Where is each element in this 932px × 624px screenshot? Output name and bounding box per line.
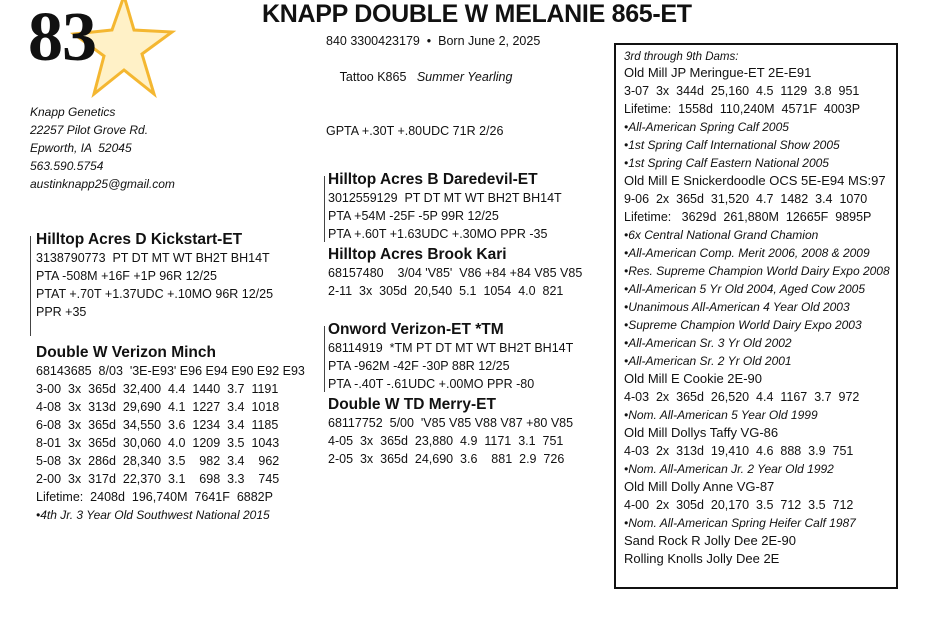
- sires-sire-line: 3012559129 PT DT MT WT BH2T BH14T: [328, 191, 562, 205]
- sire-line: PTAT +.70T +1.37UDC +.10MO 96R 12/25: [36, 287, 274, 301]
- dam-4-note: •Res. Supreme Champion World Dairy Expo 2008: [624, 264, 890, 278]
- dam-7-note: •Nom. All-American Spring Heifer Calf 1987: [624, 516, 856, 530]
- dam-4-note: •All-American 5 Yr Old 2004, Aged Cow 2005: [624, 282, 865, 296]
- dam-record: 4-08 3x 313d 29,690 4.1 1227 3.4 1018: [36, 400, 280, 414]
- sire-line: PTA -508M +16F +1P 96R 12/25: [36, 269, 217, 283]
- dam-lifetime: Lifetime: 2408d 196,740M 7641F 6882P: [36, 490, 273, 504]
- dam-4-lifetime: Lifetime: 3629d 261,880M 12665F 9895P: [624, 210, 872, 224]
- dams-dam-block: [328, 395, 573, 468]
- dams-sire-line: 68114919 *TM PT DT MT WT BH2T BH14T: [328, 341, 574, 355]
- consignor-email[interactable]: austinknapp25@gmail.com: [30, 177, 175, 191]
- pedigree-bracket: [324, 176, 325, 242]
- sires-dam-line: 68157480 3/04 'V85' V86 +84 +84 V85 V85: [328, 266, 583, 280]
- consignor-address: 22257 Pilot Grove Rd.: [30, 123, 149, 137]
- dam-record: 3-00 3x 365d 32,400 4.4 1440 3.7 1191: [36, 382, 279, 396]
- dam-6-record: 4-03 2x 313d 19,410 4.6 888 3.9 751: [624, 444, 854, 458]
- animal-info: [326, 32, 540, 140]
- dam-3-note: •1st Spring Calf International Show 2005: [624, 138, 840, 152]
- sires-sire-line: PTA +54M -25F -5P 99R 12/25: [328, 209, 499, 223]
- dam-4-note: •All-American Comp. Merit 2006, 2008 & 2009: [624, 246, 870, 260]
- dam-record: 8-01 3x 365d 30,060 4.0 1209 3.5 1043: [36, 436, 280, 450]
- sires-dam-block: [328, 245, 582, 300]
- dam-8-name: Sand Rock R Jolly Dee 2E-90: [624, 533, 796, 548]
- pedigree-bracket: [30, 236, 31, 336]
- consignor-city: Epworth, IA 52045: [30, 141, 132, 155]
- dam-5-note: •Nom. All-American 5 Year Old 1999: [624, 408, 818, 422]
- sire-block: [36, 230, 273, 321]
- dams-sire-line: PTA -962M -42F -30P 88R 12/25: [328, 359, 510, 373]
- dam-6-name: Old Mill Dollys Taffy VG-86: [624, 425, 779, 440]
- animal-tattoo: Tattoo K865: [339, 70, 407, 84]
- dam-record: 2-00 3x 317d 22,370 3.1 698 3.3 745: [36, 472, 280, 486]
- dam-3-note: •1st Spring Calf Eastern National 2005: [624, 156, 829, 170]
- sire-line: 3138790773 PT DT MT WT BH2T BH14T: [36, 251, 270, 265]
- extended-dams-box: [614, 43, 898, 589]
- dam-4-note: •All-American Sr. 2 Yr Old 2001: [624, 354, 792, 368]
- dam-4-note: •Supreme Champion World Dairy Expo 2003: [624, 318, 862, 332]
- dam-6-note: •Nom. All-American Jr. 2 Year Old 1992: [624, 462, 834, 476]
- dam-3-lifetime: Lifetime: 1558d 110,240M 4571F 4003P: [624, 102, 861, 116]
- animal-gpta: GPTA +.30T +.80UDC 71R 2/26: [326, 124, 504, 138]
- dam-9-name: Rolling Knolls Jolly Dee 2E: [624, 551, 780, 566]
- animal-id-line: 840 3300423179 • Born June 2, 2025: [326, 34, 541, 48]
- dam-block: [36, 343, 305, 524]
- dam-name: Double W Verizon Minch: [36, 344, 216, 361]
- animal-class: Summer Yearling: [416, 70, 513, 84]
- consignor-contact: [30, 103, 175, 193]
- sires-dam-name: Hilltop Acres Brook Kari: [328, 246, 507, 263]
- sires-dam-line: 2-11 3x 305d 20,540 5.1 1054 4.0 821: [328, 284, 564, 298]
- dams-sire-block: [328, 320, 573, 393]
- dam-7-name: Old Mill Dolly Anne VG-87: [624, 479, 775, 494]
- dam-note: •4th Jr. 3 Year Old Southwest National 2015: [36, 508, 270, 522]
- dams-sire-name: Onword Verizon-ET *TM: [328, 321, 504, 338]
- dam-record: 5-08 3x 286d 28,340 3.5 982 3.4 962: [36, 454, 280, 468]
- consignor-name: Knapp Genetics: [30, 105, 116, 119]
- pedigree-bracket: [324, 326, 325, 392]
- dam-4-name: Old Mill E Snickerdoodle OCS 5E-E94 MS:97: [624, 173, 886, 188]
- dam-4-note: •All-American Sr. 3 Yr Old 2002: [624, 336, 792, 350]
- sire-name: Hilltop Acres D Kickstart-ET: [36, 231, 243, 248]
- sires-sire-block: [328, 170, 562, 243]
- dams-box-header: 3rd through 9th Dams:: [624, 51, 739, 63]
- dams-dam-line: 68117752 5/00 'V85 V85 V88 V87 +80 V85: [328, 416, 574, 430]
- dams-dam-line: 2-05 3x 365d 24,690 3.6 881 2.9 726: [328, 452, 565, 466]
- dam-5-name: Old Mill E Cookie 2E-90: [624, 371, 762, 386]
- dams-sire-line: PTA -.40T -.61UDC +.00MO PPR -80: [328, 377, 535, 391]
- lot-number: 83: [28, 0, 96, 76]
- sires-sire-name: Hilltop Acres B Daredevil-ET: [328, 171, 538, 188]
- dam-4-note: •Unanimous All-American 4 Year Old 2003: [624, 300, 850, 314]
- dam-3-note: •All-American Spring Calf 2005: [624, 120, 789, 134]
- dam-record: 6-08 3x 365d 34,550 3.6 1234 3.4 1185: [36, 418, 279, 432]
- dam-7-record: 4-00 2x 305d 20,170 3.5 712 3.5 712: [624, 498, 854, 512]
- dam-4-note: •6x Central National Grand Chamion: [624, 228, 819, 242]
- dam-id-line: 68143685 8/03 '3E-E93' E96 E94 E90 E92 E93: [36, 364, 305, 378]
- dams-dam-name: Double W TD Merry-ET: [328, 396, 496, 413]
- dam-3-record: 3-07 3x 344d 25,160 4.5 1129 3.8 951: [624, 84, 860, 98]
- animal-tattoo-line: [326, 50, 540, 104]
- dam-5-record: 4-03 2x 365d 26,520 4.4 1167 3.7 972: [624, 390, 860, 404]
- consignor-phone: 563.590.5754: [30, 159, 104, 173]
- dam-3-name: Old Mill JP Meringue-ET 2E-E91: [624, 65, 812, 80]
- dam-4-record: 9-06 2x 365d 31,520 4.7 1482 3.4 1070: [624, 192, 868, 206]
- sire-line: PPR +35: [36, 305, 87, 319]
- page-title: KNAPP DOUBLE W MELANIE 865-ET: [262, 0, 692, 28]
- dams-dam-line: 4-05 3x 365d 23,880 4.9 1171 3.1 751: [328, 434, 564, 448]
- sires-sire-line: PTA +.60T +1.63UDC +.30MO PPR -35: [328, 227, 548, 241]
